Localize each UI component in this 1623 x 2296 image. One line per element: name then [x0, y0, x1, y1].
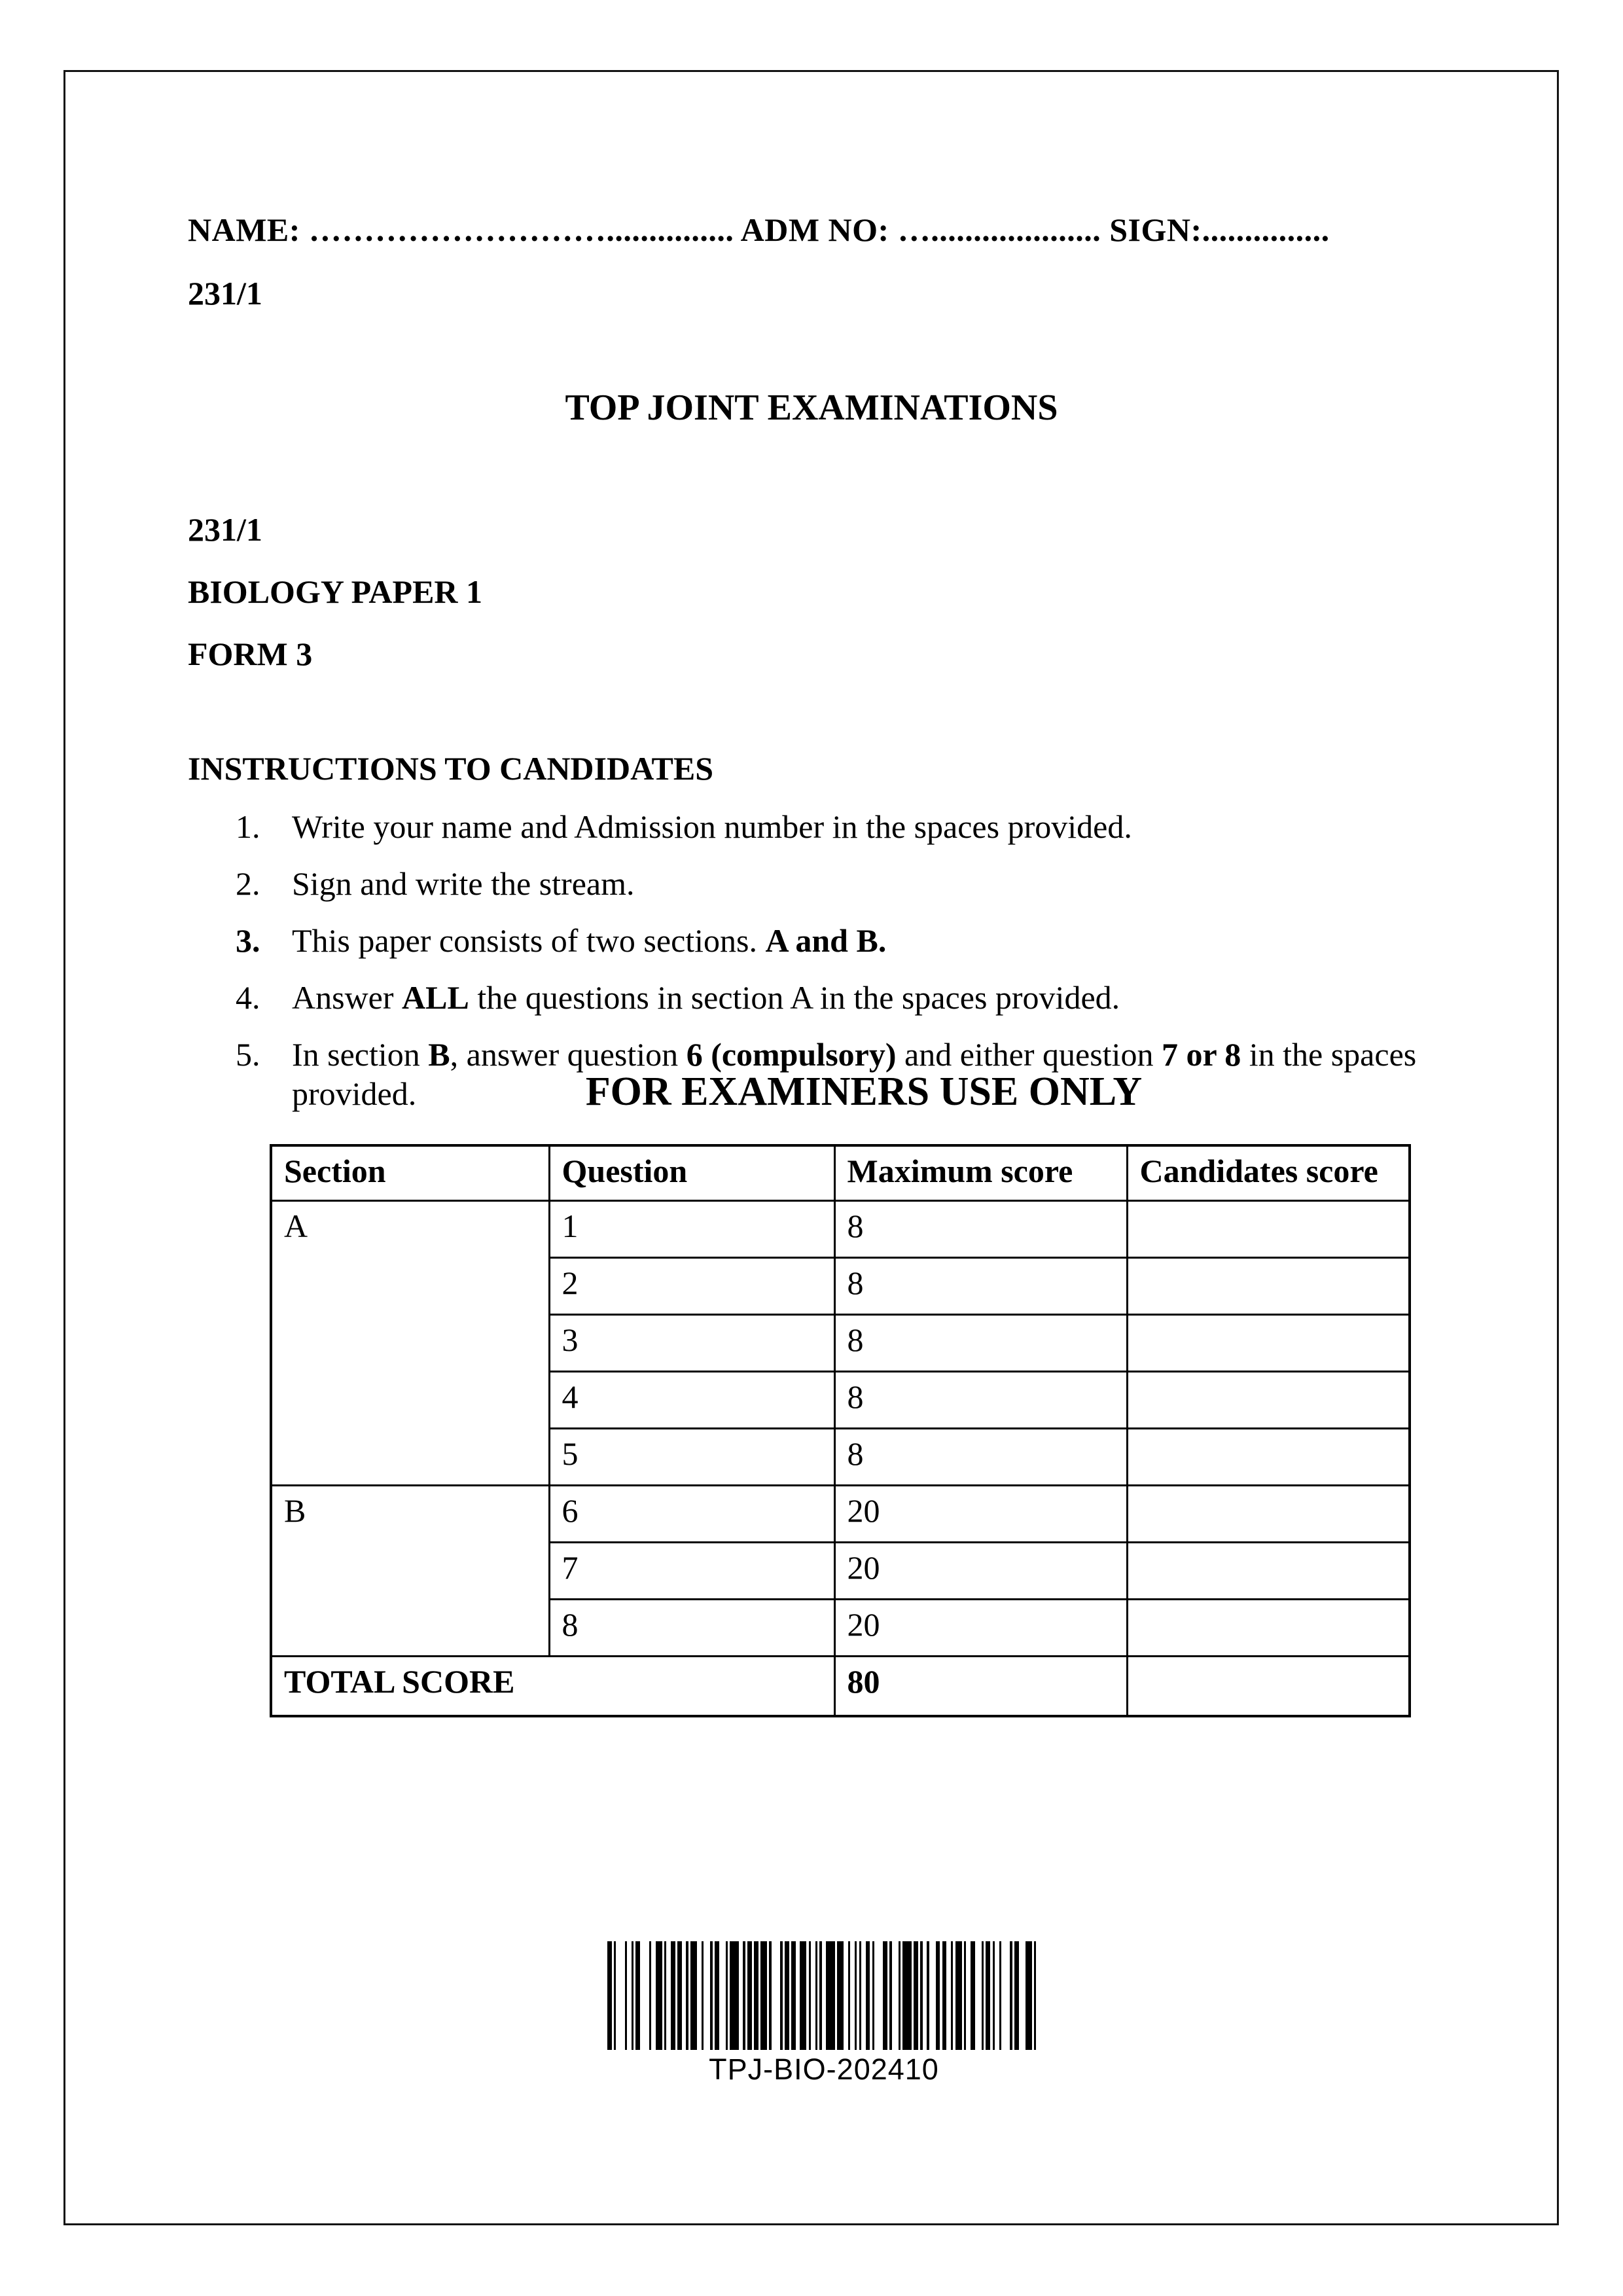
question-cell: 6: [549, 1485, 834, 1542]
max-score-cell: 8: [834, 1200, 1127, 1257]
header-candidates-score: Candidates score: [1127, 1145, 1410, 1200]
barcode-bars: [607, 1941, 1041, 2050]
candidates-score-cell: [1127, 1314, 1410, 1371]
instruction-text: Answer ALL the questions in section A in the spaces provided.: [292, 979, 1120, 1016]
instruction-text: Write your name and Admission number in the spaces provided.: [292, 808, 1132, 845]
max-score-cell: 20: [834, 1485, 1127, 1542]
max-score-cell: 8: [834, 1371, 1127, 1428]
instruction-item: [236, 864, 1466, 903]
section-a-cell: A: [271, 1200, 549, 1485]
form-level: FORM 3: [188, 636, 313, 672]
instruction-number: 1.: [236, 808, 260, 845]
question-cell: 8: [549, 1599, 834, 1656]
candidates-score-cell: [1127, 1542, 1410, 1599]
max-score-cell: 20: [834, 1599, 1127, 1656]
instruction-number: 4.: [236, 979, 260, 1016]
candidates-score-cell: [1127, 1371, 1410, 1428]
instruction-item: [236, 921, 1466, 960]
header-maximum-score: Maximum score: [834, 1145, 1127, 1200]
instruction-number: 3.: [236, 922, 260, 959]
barcode-text: TPJ-BIO-202410: [709, 2053, 939, 2086]
instruction-item: [236, 807, 1466, 846]
instruction-number: 5.: [236, 1036, 260, 1073]
instruction-text: Sign and write the stream.: [292, 865, 635, 902]
exam-title: TOP JOINT EXAMINATIONS: [565, 387, 1058, 428]
candidates-score-cell: [1127, 1485, 1410, 1542]
paper-code: 231/1: [188, 511, 262, 548]
instruction-text: This paper consists of two sections. A and B.: [292, 922, 887, 959]
barcode: [607, 1941, 1041, 2087]
examiner-heading: FOR EXAMINERS USE ONLY: [585, 1069, 1143, 1114]
paper-name: BIOLOGY PAPER 1: [188, 573, 483, 610]
instruction-number: 2.: [236, 865, 260, 902]
candidates-score-cell: [1127, 1599, 1410, 1656]
candidates-score-cell: [1127, 1257, 1410, 1314]
instruction-text: In section B, answer question 6 (compulsory) and either question 7 or 8 in the spaces provided.: [292, 1036, 1417, 1112]
question-cell: 2: [549, 1257, 834, 1314]
table-row: [271, 1485, 1410, 1542]
table-row: [271, 1200, 1410, 1257]
question-cell: 1: [549, 1200, 834, 1257]
question-cell: 7: [549, 1542, 834, 1599]
header-question: Question: [549, 1145, 834, 1200]
max-score-cell: 8: [834, 1428, 1127, 1485]
candidates-score-cell: [1127, 1656, 1410, 1716]
max-score-cell: 8: [834, 1257, 1127, 1314]
candidates-score-cell: [1127, 1200, 1410, 1257]
header-section: Section: [271, 1145, 549, 1200]
total-score-row: [271, 1656, 1410, 1716]
max-score-cell: 8: [834, 1314, 1127, 1371]
question-cell: 3: [549, 1314, 834, 1371]
question-cell: 5: [549, 1428, 834, 1485]
candidate-header-line: NAME: ………………………............... ADM NO: ….................... SIGN:...............: [188, 211, 1330, 248]
instructions-heading: INSTRUCTIONS TO CANDIDATES: [188, 750, 714, 787]
total-score-label: TOTAL SCORE: [271, 1656, 834, 1716]
candidates-score-cell: [1127, 1428, 1410, 1485]
table-header-row: [271, 1145, 1410, 1200]
max-score-cell: 20: [834, 1542, 1127, 1599]
instruction-item: [236, 978, 1466, 1017]
section-b-cell: B: [271, 1485, 549, 1656]
question-cell: 4: [549, 1371, 834, 1428]
paper-code-top: 231/1: [188, 275, 262, 312]
examiner-score-table: [270, 1144, 1411, 1717]
total-max-score: 80: [834, 1656, 1127, 1716]
